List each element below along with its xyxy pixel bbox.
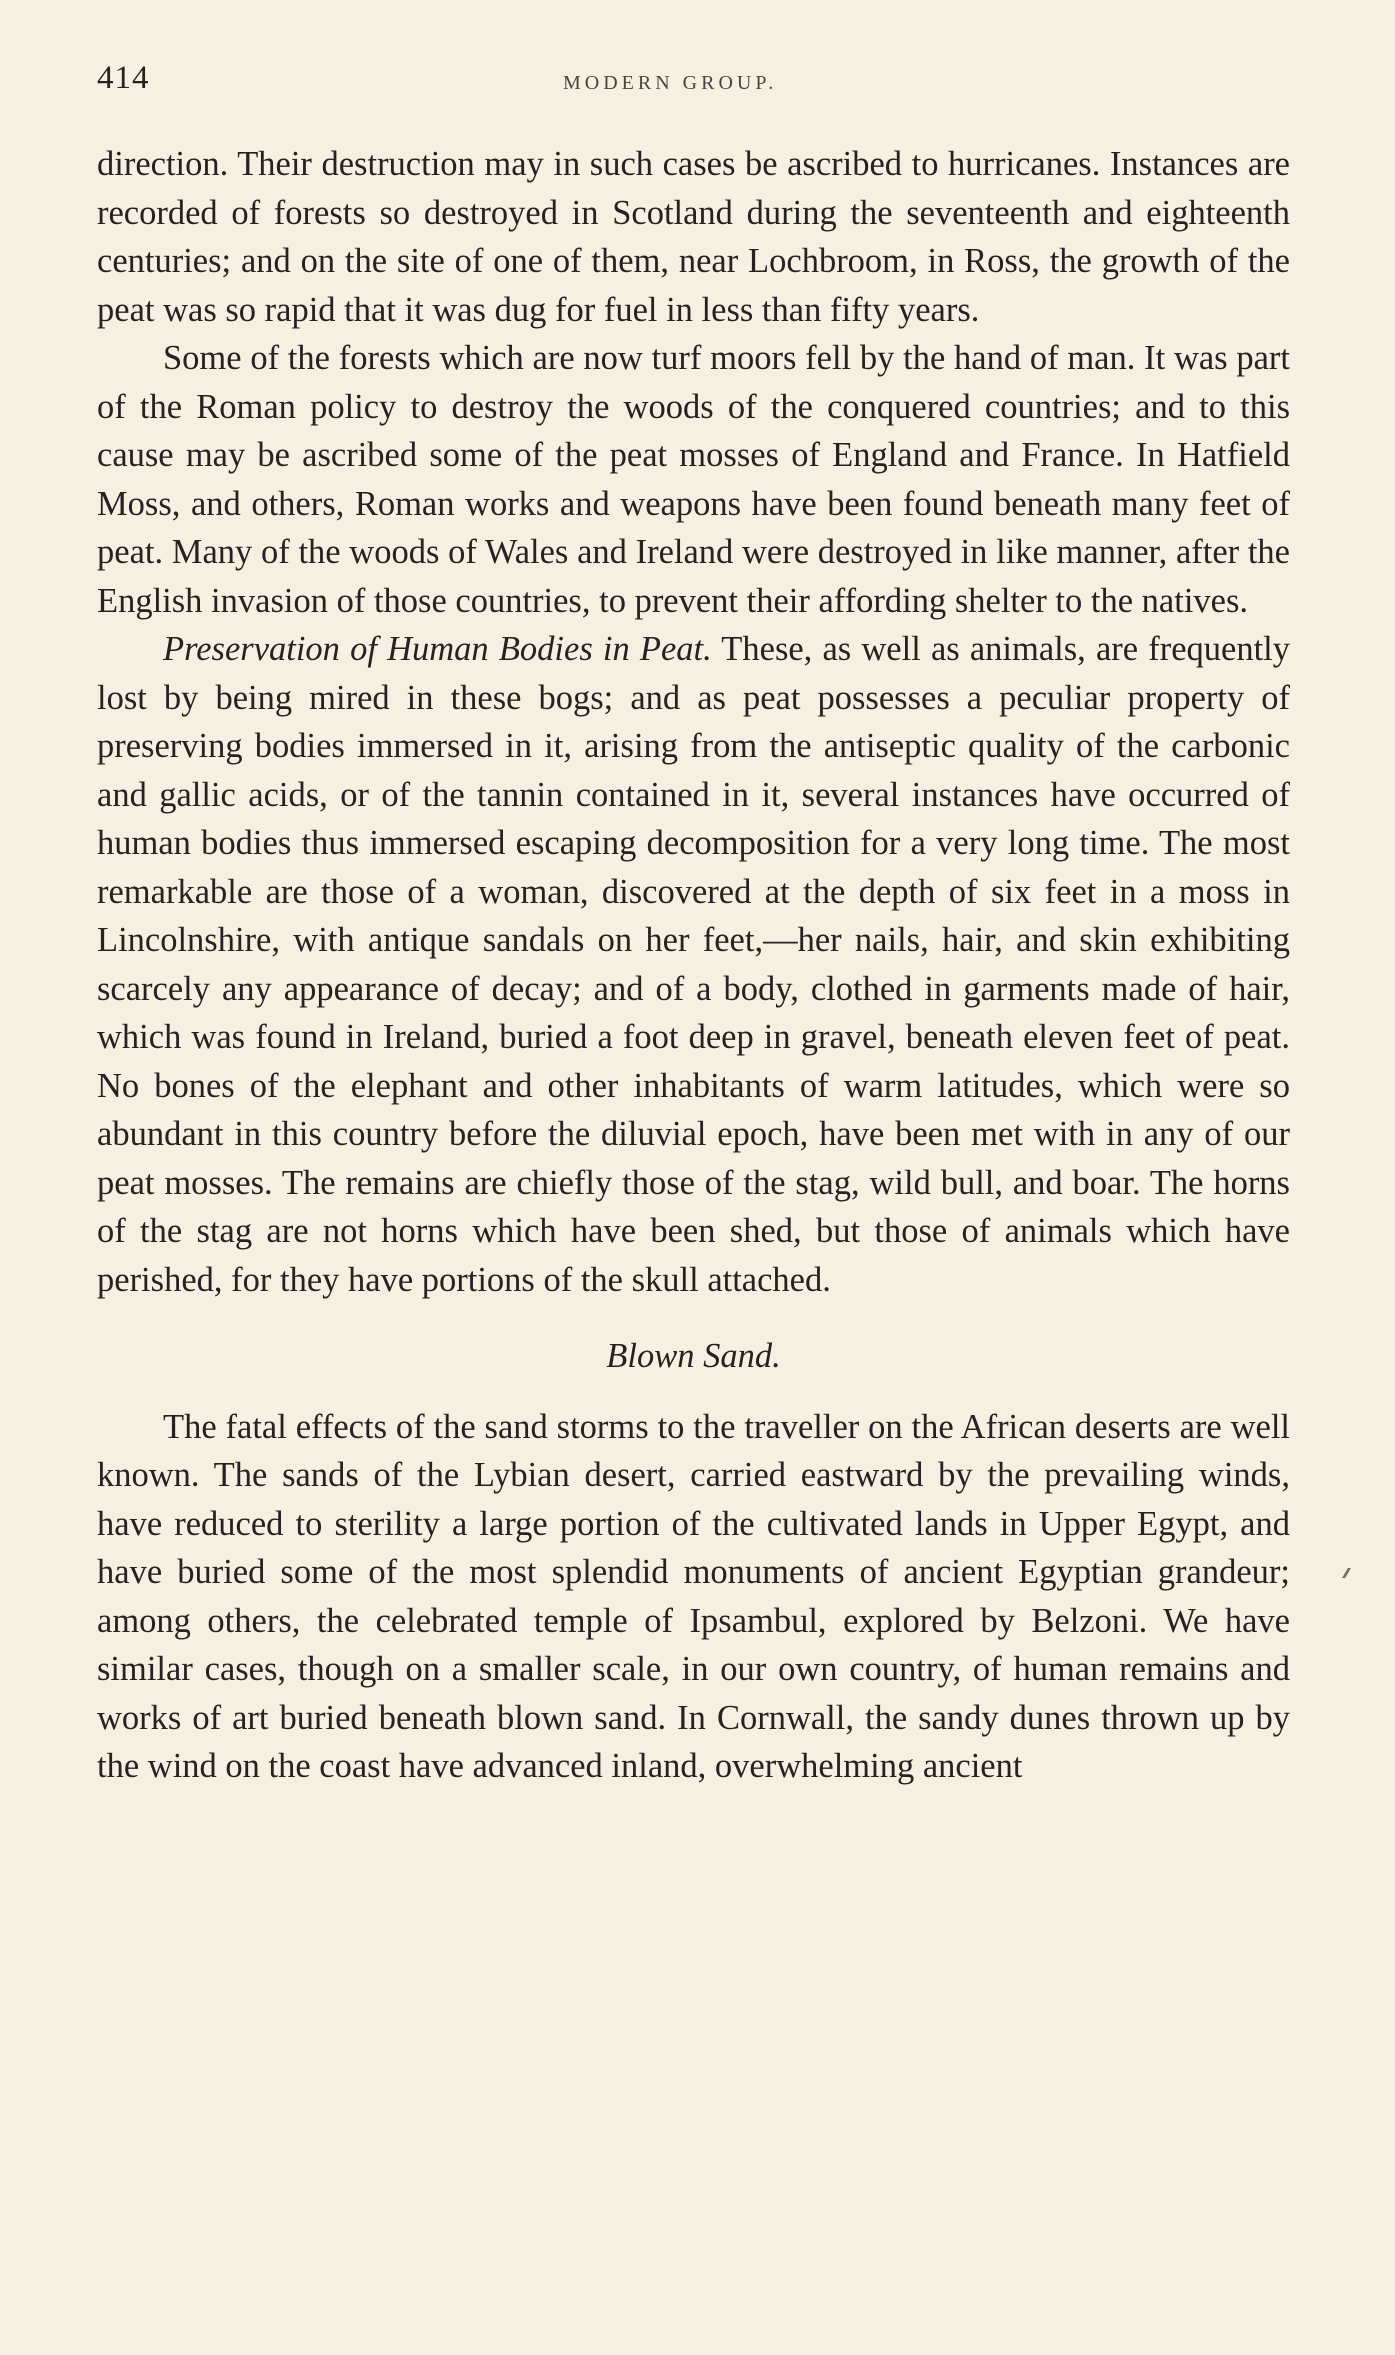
page-header bbox=[97, 60, 1297, 104]
margin-mark bbox=[1342, 1568, 1363, 1578]
page-number: 414 bbox=[97, 60, 150, 96]
paragraph-3-text: These, as well as animals, are frequently lost by being mired in these bogs; and as peat possesses a peculiar property of preserving bodies immersed in it, arising from the antiseptic quality of the carbonic and gallic acids, or of the tannin contained in it, several instances have occurred of human bodies thus immersed escaping decomposition for a very long time. The most remarkable are those of a woman, discovered at the depth of six feet in a moss in Lincolnshire, with antique sandals on her feet,—her nails, hair, and skin exhibiting scarcely any appearance of decay; and of a body, clothed in garments made of hair, which was found in Ireland, buried a foot deep in gravel, beneath eleven feet of peat. No bones of the elephant and other inhabitants of warm latitudes, which were so abundant in this country before the diluvial epoch, have been met with in any of our peat mosses. The remains are chiefly those of the stag, wild bull, and boar. The horns of the stag are not horns which have been shed, but those of animals which have perished, for they have portions of the skull attached. bbox=[97, 630, 1290, 1299]
paragraph-1: direction. Their destruction may in such cases be ascribed to hurricanes. Instances are recorded of forests so destroyed in Scotland during the seventeenth and eighteenth centuries; and on the site of one of them, near Lochbroom, in Ross, the growth of the peat was so rapid that it was dug for fuel in less than fifty years. bbox=[97, 145, 1290, 329]
running-head: MODERN GROUP. bbox=[563, 72, 778, 94]
inline-heading-preservation: Preservation of Human Bodies in Peat. bbox=[163, 630, 712, 668]
section-title-blown-sand: Blown Sand. bbox=[606, 1337, 781, 1375]
paragraph-3 bbox=[97, 625, 1290, 1304]
paragraph-2: Some of the forests which are now turf moors fell by the hand of man. It was part of the Roman policy to destroy the woods of the conquered countries; and to this cause may be ascribed some of the peat mosses of England and France. In Hatfield Moss, and others, Roman works and weapons have been found beneath many feet of peat. Many of the woods of Wales and Ireland were destroyed in like manner, after the English invasion of those countries, to prevent their affording shelter to the natives. bbox=[97, 339, 1290, 620]
body-text bbox=[97, 140, 1290, 1791]
paragraph-4: The fatal effects of the sand storms to the traveller on the African deserts are well known. The sands of the Lybian desert, carried eastward by the prevailing winds, have reduced to sterility a large portion of the cultivated lands in Upper Egypt, and have buried some of the most splendid monuments of ancient Egyptian grandeur; among others, the celebrated temple of Ipsambul, explored by Belzoni. We have similar cases, though on a smaller scale, in our own country, of human remains and works of art buried beneath blown sand. In Cornwall, the sandy dunes thrown up by the wind on the coast have advanced inland, overwhelming ancient bbox=[97, 1407, 1290, 1785]
